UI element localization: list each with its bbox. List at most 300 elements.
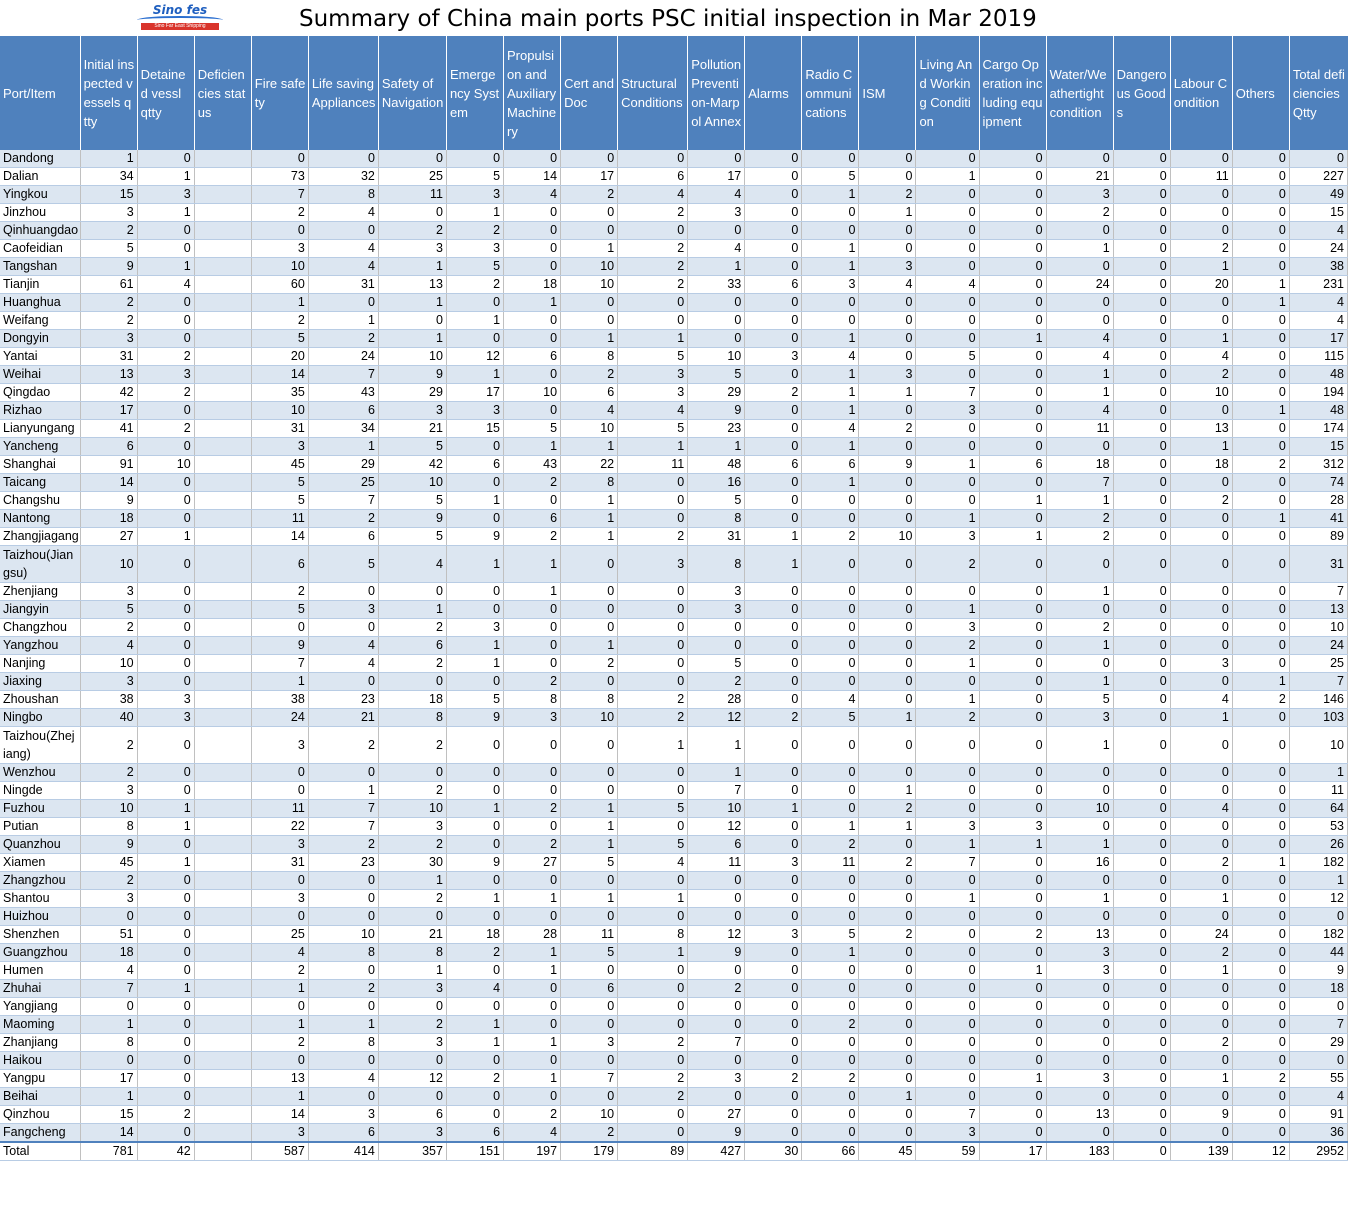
value-cell: 2 xyxy=(618,1088,688,1106)
value-cell: 0 xyxy=(979,402,1046,420)
value-cell: 1 xyxy=(1289,764,1347,782)
value-cell: 146 xyxy=(1289,691,1347,709)
value-cell: 0 xyxy=(561,546,618,583)
value-cell: 1 xyxy=(745,800,802,818)
value-cell: 0 xyxy=(979,601,1046,619)
value-cell: 0 xyxy=(916,727,979,764)
value-cell: 4 xyxy=(1289,222,1347,240)
value-cell: 1 xyxy=(446,890,503,908)
value-cell: 0 xyxy=(1170,1088,1232,1106)
value-cell: 0 xyxy=(916,998,979,1016)
value-cell: 0 xyxy=(446,727,503,764)
value-cell: 0 xyxy=(1170,150,1232,168)
value-cell: 0 xyxy=(1046,1052,1113,1070)
value-cell: 3 xyxy=(859,258,916,276)
value-cell: 3 xyxy=(80,330,137,348)
value-cell: 0 xyxy=(688,312,745,330)
value-cell: 0 xyxy=(618,872,688,890)
value-cell: 2 xyxy=(137,384,194,402)
value-cell: 0 xyxy=(916,908,979,926)
value-cell: 0 xyxy=(446,330,503,348)
value-cell: 2 xyxy=(1170,854,1232,872)
port-name-cell: Wenzhou xyxy=(0,764,80,782)
value-cell: 0 xyxy=(916,330,979,348)
value-cell: 4 xyxy=(1170,348,1232,366)
value-cell: 4 xyxy=(308,655,378,673)
value-cell: 0 xyxy=(618,1106,688,1124)
value-cell: 0 xyxy=(802,1052,859,1070)
value-cell: 0 xyxy=(979,258,1046,276)
value-cell: 0 xyxy=(802,601,859,619)
value-cell: 0 xyxy=(618,619,688,637)
port-name-cell: Putian xyxy=(0,818,80,836)
port-name-cell: Dongyin xyxy=(0,330,80,348)
value-cell: 42 xyxy=(378,456,446,474)
value-cell: 0 xyxy=(446,510,503,528)
value-cell: 0 xyxy=(446,1106,503,1124)
value-cell: 0 xyxy=(916,240,979,258)
value-cell: 91 xyxy=(80,456,137,474)
value-cell: 7 xyxy=(308,492,378,510)
value-cell: 2 xyxy=(859,854,916,872)
value-cell: 0 xyxy=(137,962,194,980)
value-cell: 1 xyxy=(80,1088,137,1106)
value-cell: 0 xyxy=(1232,818,1289,836)
value-cell: 5 xyxy=(251,330,308,348)
value-cell: 29 xyxy=(1289,1034,1347,1052)
value-cell: 0 xyxy=(504,366,561,384)
port-name-cell: Beihai xyxy=(0,1088,80,1106)
value-cell: 0 xyxy=(859,908,916,926)
value-cell: 0 xyxy=(916,926,979,944)
value-cell: 179 xyxy=(561,1142,618,1161)
value-cell: 1 xyxy=(137,980,194,998)
value-cell: 35 xyxy=(251,384,308,402)
value-cell: 4 xyxy=(308,204,378,222)
value-cell xyxy=(194,673,251,691)
value-cell: 2 xyxy=(446,222,503,240)
value-cell: 1 xyxy=(251,294,308,312)
value-cell: 0 xyxy=(561,222,618,240)
value-cell: 1 xyxy=(137,818,194,836)
value-cell: 7 xyxy=(80,980,137,998)
value-cell xyxy=(194,420,251,438)
value-cell: 0 xyxy=(504,980,561,998)
value-cell: 0 xyxy=(802,312,859,330)
value-cell: 5 xyxy=(561,854,618,872)
value-cell: 1 xyxy=(561,510,618,528)
value-cell: 0 xyxy=(1170,583,1232,601)
value-cell: 7 xyxy=(688,782,745,800)
value-cell: 0 xyxy=(1232,240,1289,258)
value-cell: 1 xyxy=(1046,673,1113,691)
value-cell: 0 xyxy=(561,583,618,601)
value-cell: 21 xyxy=(1046,168,1113,186)
value-cell: 0 xyxy=(251,619,308,637)
value-cell: 0 xyxy=(979,474,1046,492)
value-cell: 0 xyxy=(1113,240,1170,258)
value-cell: 2 xyxy=(1046,528,1113,546)
value-cell: 8 xyxy=(80,818,137,836)
value-cell: 0 xyxy=(979,872,1046,890)
value-cell: 4 xyxy=(618,402,688,420)
value-cell: 0 xyxy=(1113,637,1170,655)
value-cell: 7 xyxy=(1289,1016,1347,1034)
logo-tagline: Sino Far East Shipping xyxy=(141,23,219,30)
value-cell: 0 xyxy=(802,619,859,637)
value-cell: 12 xyxy=(378,1070,446,1088)
value-cell: 17 xyxy=(446,384,503,402)
value-cell xyxy=(194,312,251,330)
value-cell: 24 xyxy=(1289,240,1347,258)
value-cell: 4 xyxy=(1289,312,1347,330)
value-cell xyxy=(194,330,251,348)
value-cell: 0 xyxy=(859,438,916,456)
value-cell: 4 xyxy=(137,276,194,294)
value-cell: 1 xyxy=(802,258,859,276)
value-cell: 0 xyxy=(1232,150,1289,168)
value-cell: 0 xyxy=(80,908,137,926)
value-cell: 3 xyxy=(1046,1070,1113,1088)
value-cell: 0 xyxy=(1113,1142,1170,1161)
value-cell: 0 xyxy=(979,384,1046,402)
value-cell: 8 xyxy=(688,510,745,528)
value-cell: 10 xyxy=(1046,800,1113,818)
value-cell: 3 xyxy=(80,782,137,800)
value-cell: 4 xyxy=(378,546,446,583)
value-cell: 1 xyxy=(688,764,745,782)
value-cell: 0 xyxy=(802,1124,859,1143)
value-cell: 0 xyxy=(979,222,1046,240)
value-cell: 0 xyxy=(1232,330,1289,348)
value-cell: 17 xyxy=(80,1070,137,1088)
value-cell: 1 xyxy=(378,294,446,312)
value-cell: 31 xyxy=(308,276,378,294)
value-cell: 0 xyxy=(308,619,378,637)
value-cell: 2 xyxy=(745,709,802,727)
value-cell: 0 xyxy=(916,1016,979,1034)
value-cell: 45 xyxy=(859,1142,916,1161)
column-header: Total deficiencies Qtty xyxy=(1289,36,1347,150)
value-cell: 0 xyxy=(1113,420,1170,438)
value-cell: 31 xyxy=(1289,546,1347,583)
value-cell: 0 xyxy=(504,1088,561,1106)
value-cell: 6 xyxy=(308,528,378,546)
value-cell: 3 xyxy=(1046,186,1113,204)
value-cell: 5 xyxy=(618,348,688,366)
value-cell: 0 xyxy=(137,150,194,168)
value-cell: 9 xyxy=(80,836,137,854)
value-cell xyxy=(194,691,251,709)
value-cell: 0 xyxy=(1046,818,1113,836)
value-cell: 0 xyxy=(802,1034,859,1052)
value-cell: 10 xyxy=(561,1106,618,1124)
value-cell: 48 xyxy=(688,456,745,474)
value-cell: 0 xyxy=(1170,764,1232,782)
value-cell: 10 xyxy=(688,348,745,366)
value-cell: 4 xyxy=(916,276,979,294)
value-cell: 1 xyxy=(446,800,503,818)
table-row xyxy=(0,890,1348,908)
value-cell: 27 xyxy=(80,528,137,546)
value-cell: 2 xyxy=(618,528,688,546)
value-cell: 0 xyxy=(561,312,618,330)
value-cell: 4 xyxy=(1170,800,1232,818)
value-cell: 2 xyxy=(618,204,688,222)
value-cell: 0 xyxy=(308,583,378,601)
value-cell: 0 xyxy=(979,727,1046,764)
value-cell: 1 xyxy=(618,438,688,456)
value-cell: 0 xyxy=(1113,492,1170,510)
value-cell: 2 xyxy=(378,836,446,854)
value-cell: 2 xyxy=(618,258,688,276)
value-cell: 0 xyxy=(745,764,802,782)
port-name-cell: Fuzhou xyxy=(0,800,80,818)
value-cell: 1 xyxy=(979,528,1046,546)
port-name-cell: Huanghua xyxy=(0,294,80,312)
value-cell: 2 xyxy=(802,836,859,854)
value-cell: 10 xyxy=(378,348,446,366)
value-cell: 0 xyxy=(1113,691,1170,709)
value-cell: 5 xyxy=(802,168,859,186)
value-cell: 1 xyxy=(916,890,979,908)
value-cell: 0 xyxy=(916,1070,979,1088)
value-cell: 0 xyxy=(859,1052,916,1070)
value-cell: 5 xyxy=(446,168,503,186)
value-cell: 0 xyxy=(802,294,859,312)
table-row xyxy=(0,510,1348,528)
value-cell: 2 xyxy=(378,1016,446,1034)
value-cell: 17 xyxy=(561,168,618,186)
value-cell: 10 xyxy=(308,926,378,944)
value-cell: 0 xyxy=(1232,1088,1289,1106)
value-cell: 55 xyxy=(1289,1070,1347,1088)
value-cell: 10 xyxy=(561,276,618,294)
value-cell: 0 xyxy=(618,980,688,998)
value-cell: 0 xyxy=(745,782,802,800)
value-cell xyxy=(194,492,251,510)
value-cell: 73 xyxy=(251,168,308,186)
value-cell: 1 xyxy=(1046,637,1113,655)
table-row xyxy=(0,908,1348,926)
value-cell: 0 xyxy=(137,890,194,908)
value-cell: 0 xyxy=(561,673,618,691)
value-cell: 1 xyxy=(137,168,194,186)
value-cell: 0 xyxy=(561,782,618,800)
value-cell: 1 xyxy=(504,1070,561,1088)
port-name-cell: Total xyxy=(0,1142,80,1161)
value-cell: 0 xyxy=(802,655,859,673)
value-cell: 0 xyxy=(802,204,859,222)
value-cell: 0 xyxy=(1113,890,1170,908)
value-cell: 1 xyxy=(446,1034,503,1052)
value-cell: 0 xyxy=(916,944,979,962)
column-header: Detained vessl qtty xyxy=(137,36,194,150)
value-cell: 1 xyxy=(1046,240,1113,258)
value-cell: 0 xyxy=(916,872,979,890)
value-cell: 0 xyxy=(802,980,859,998)
value-cell: 1 xyxy=(137,528,194,546)
value-cell: 45 xyxy=(80,854,137,872)
value-cell: 2 xyxy=(618,240,688,258)
value-cell: 0 xyxy=(1170,619,1232,637)
value-cell: 31 xyxy=(251,854,308,872)
value-cell: 0 xyxy=(979,186,1046,204)
value-cell: 0 xyxy=(504,764,561,782)
value-cell: 0 xyxy=(378,1052,446,1070)
value-cell: 10 xyxy=(137,456,194,474)
value-cell: 0 xyxy=(618,1052,688,1070)
value-cell: 0 xyxy=(979,510,1046,528)
value-cell: 3 xyxy=(80,673,137,691)
value-cell: 23 xyxy=(308,691,378,709)
table-row xyxy=(0,655,1348,673)
value-cell: 0 xyxy=(979,583,1046,601)
value-cell: 103 xyxy=(1289,709,1347,727)
value-cell: 4 xyxy=(1170,691,1232,709)
value-cell: 9 xyxy=(688,944,745,962)
value-cell: 0 xyxy=(137,583,194,601)
value-cell: 2 xyxy=(618,709,688,727)
value-cell: 0 xyxy=(916,1088,979,1106)
value-cell: 1 xyxy=(446,204,503,222)
value-cell: 11 xyxy=(561,926,618,944)
column-header: Cargo Operation including equipment xyxy=(979,36,1046,150)
port-name-cell: Changzhou xyxy=(0,619,80,637)
port-name-cell: Zhuhai xyxy=(0,980,80,998)
value-cell: 0 xyxy=(251,764,308,782)
value-cell: 6 xyxy=(688,836,745,854)
value-cell: 34 xyxy=(80,168,137,186)
value-cell: 0 xyxy=(1232,872,1289,890)
value-cell: 0 xyxy=(1232,528,1289,546)
column-header: Dangerous Goods xyxy=(1113,36,1170,150)
value-cell: 2 xyxy=(859,926,916,944)
value-cell: 5 xyxy=(916,348,979,366)
value-cell: 5 xyxy=(504,420,561,438)
table-row xyxy=(0,1070,1348,1088)
value-cell: 1 xyxy=(251,673,308,691)
value-cell: 0 xyxy=(1113,800,1170,818)
value-cell: 0 xyxy=(859,673,916,691)
value-cell: 0 xyxy=(378,583,446,601)
value-cell: 2 xyxy=(618,691,688,709)
value-cell: 0 xyxy=(308,222,378,240)
value-cell: 0 xyxy=(1170,204,1232,222)
value-cell: 0 xyxy=(1170,1124,1232,1143)
value-cell: 7 xyxy=(916,384,979,402)
value-cell: 8 xyxy=(688,546,745,583)
value-cell: 4 xyxy=(308,258,378,276)
value-cell: 0 xyxy=(446,1052,503,1070)
value-cell: 0 xyxy=(979,655,1046,673)
value-cell: 0 xyxy=(1232,1016,1289,1034)
value-cell: 0 xyxy=(1113,1016,1170,1034)
value-cell: 0 xyxy=(446,836,503,854)
value-cell: 2 xyxy=(251,583,308,601)
value-cell: 4 xyxy=(1046,348,1113,366)
value-cell: 1 xyxy=(859,709,916,727)
value-cell: 0 xyxy=(979,1106,1046,1124)
value-cell: 227 xyxy=(1289,168,1347,186)
value-cell: 9 xyxy=(859,456,916,474)
value-cell: 1 xyxy=(561,330,618,348)
table-row xyxy=(0,474,1348,492)
column-header: Structural Conditions xyxy=(618,36,688,150)
value-cell: 0 xyxy=(1113,1070,1170,1088)
value-cell: 0 xyxy=(1232,492,1289,510)
value-cell: 0 xyxy=(1232,727,1289,764)
value-cell: 1 xyxy=(308,312,378,330)
value-cell: 31 xyxy=(688,528,745,546)
value-cell: 9 xyxy=(688,1124,745,1143)
value-cell: 0 xyxy=(1232,258,1289,276)
value-cell: 2 xyxy=(561,655,618,673)
value-cell: 0 xyxy=(378,312,446,330)
value-cell: 5 xyxy=(80,240,137,258)
value-cell: 1 xyxy=(1170,890,1232,908)
value-cell: 7 xyxy=(1046,474,1113,492)
value-cell: 0 xyxy=(1046,980,1113,998)
value-cell: 18 xyxy=(1170,456,1232,474)
value-cell: 0 xyxy=(859,998,916,1016)
value-cell: 0 xyxy=(1113,601,1170,619)
value-cell: 3 xyxy=(378,980,446,998)
value-cell: 0 xyxy=(446,962,503,980)
value-cell: 0 xyxy=(859,836,916,854)
value-cell: 1 xyxy=(1046,384,1113,402)
value-cell: 2 xyxy=(504,800,561,818)
value-cell: 1 xyxy=(1232,510,1289,528)
value-cell: 0 xyxy=(308,1088,378,1106)
value-cell: 0 xyxy=(137,998,194,1016)
value-cell xyxy=(194,222,251,240)
value-cell: 8 xyxy=(308,1034,378,1052)
value-cell: 0 xyxy=(504,818,561,836)
value-cell: 1 xyxy=(1170,1070,1232,1088)
value-cell: 151 xyxy=(446,1142,503,1161)
value-cell: 0 xyxy=(1046,546,1113,583)
value-cell: 3 xyxy=(378,1124,446,1143)
value-cell: 0 xyxy=(916,366,979,384)
value-cell: 38 xyxy=(1289,258,1347,276)
value-cell: 3 xyxy=(916,528,979,546)
value-cell: 2 xyxy=(251,204,308,222)
value-cell: 66 xyxy=(802,1142,859,1161)
value-cell: 60 xyxy=(251,276,308,294)
value-cell: 1 xyxy=(504,890,561,908)
value-cell: 3 xyxy=(916,402,979,420)
column-header: Propulsion and Auxiliary Machinery xyxy=(504,36,561,150)
value-cell: 0 xyxy=(308,673,378,691)
value-cell: 7 xyxy=(251,186,308,204)
value-cell: 1 xyxy=(446,637,503,655)
value-cell: 74 xyxy=(1289,474,1347,492)
title-bar xyxy=(0,0,1350,36)
value-cell: 0 xyxy=(1170,727,1232,764)
table-row xyxy=(0,456,1348,474)
value-cell: 1 xyxy=(561,438,618,456)
value-cell: 4 xyxy=(308,1070,378,1088)
value-cell: 6 xyxy=(80,438,137,456)
value-cell: 0 xyxy=(916,492,979,510)
value-cell: 10 xyxy=(80,546,137,583)
value-cell: 1 xyxy=(561,637,618,655)
table-row xyxy=(0,980,1348,998)
port-name-cell: Qingdao xyxy=(0,384,80,402)
port-name-cell: Jiangyin xyxy=(0,601,80,619)
value-cell: 0 xyxy=(1232,782,1289,800)
